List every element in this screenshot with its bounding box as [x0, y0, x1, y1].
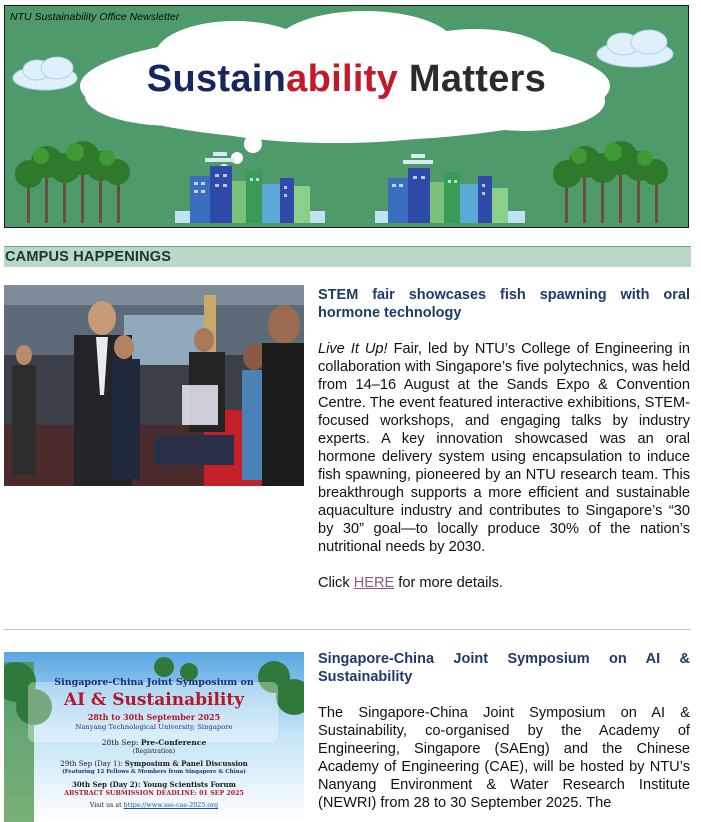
day1-label: 29th Sep (Day 1): [60, 760, 125, 768]
poster-day2: 30th Sep (Day 2): Young Scientists Forum [72, 780, 236, 789]
visit-prefix: Visit us at [89, 802, 124, 809]
section-title: CAMPUS HAPPENINGS [5, 249, 172, 265]
poster-venue: Nanyang Technological University, Singapore [75, 723, 233, 731]
stem-fair-photo [4, 285, 304, 486]
article-symposium [318, 650, 690, 812]
article-more [318, 574, 690, 592]
day1-text: Symposium & Panel Discussion [124, 759, 248, 768]
poster-day1 [4, 759, 304, 768]
article-stem-fair [318, 286, 690, 592]
symposium-poster [4, 652, 304, 822]
poster-visit [4, 802, 304, 809]
article-divider [4, 629, 691, 630]
trees-left [15, 141, 130, 223]
poster-deadline: ABSTRACT SUBMISSION DEADLINE: 01 SEP 2025 [64, 790, 244, 797]
more-prefix: Click [318, 575, 354, 591]
day0-label: 28th Sep: [101, 738, 141, 747]
city-left [175, 152, 325, 223]
article-body: The Singapore-China Joint Symposium on AI & Sustainability, co-organised by the Academy of Engineering, Singapore (SAEng) and the Chinese Academy of Engineering (CAE), will be hosted by NTU’s Nanyang Environment & Water Research Institute (NEWRI) from 28 to 30 September 2025. The [318, 705, 690, 811]
day0-text: Pre-Conference [140, 738, 207, 747]
poster-day1-sub: (Featuring 12 Fellows & Members from Singapore & China) [62, 769, 246, 775]
title-part-sustain: Sustain [146, 58, 287, 100]
newsletter-banner [4, 5, 689, 228]
article-body [318, 340, 690, 556]
poster-day0 [4, 738, 304, 747]
newsletter-title [5, 58, 688, 101]
poster-url-link[interactable]: https://www.sse-cae-2025.org [123, 802, 219, 809]
city-right [375, 154, 525, 223]
more-details-link[interactable]: HERE [353, 575, 395, 591]
more-suffix: for more details. [394, 575, 503, 591]
article-title: Singapore-China Joint Symposium on AI & Sustainability [318, 651, 690, 685]
article-body-emphasis: Live It Up! [318, 341, 388, 357]
poster-day0-sub: (Registration) [132, 748, 176, 755]
poster-dates: 28th to 30th September 2025 [87, 712, 221, 722]
article-title: STEM fair showcases fish spawning with oral hormone technology [318, 287, 690, 321]
section-header-campus-happenings [4, 246, 691, 267]
newsletter-label: NTU Sustainability Office Newsletter [10, 11, 180, 23]
title-part-ability: ability [286, 58, 399, 100]
banner-illustration [5, 6, 688, 227]
poster-heading: Singapore-China Joint Symposium on [54, 677, 254, 688]
article-body-text: Fair, led by NTU’s College of Engineering in collaboration with Singapore’s five polytechnics, was held from 14–16 August at the Sands Expo & Convention Centre. The event featured interactive exhibitions, STEM-focused workshops, and engaging talks by industry experts. A key innovation showcased was an oral hormone delivery system using encapsulation to induce fish spawning, pioneered by an NTU research team. This breakthrough supports a more efficient and sustainable aquaculture industry and contributes to Singapore’s “30 by 30” goal—to locally produce 30% of the nation’s nutritional needs by 2030. [318, 341, 691, 555]
trees-right [553, 141, 668, 223]
poster-title: AI & Sustainability [63, 690, 245, 710]
title-part-matters: Matters [398, 58, 547, 100]
